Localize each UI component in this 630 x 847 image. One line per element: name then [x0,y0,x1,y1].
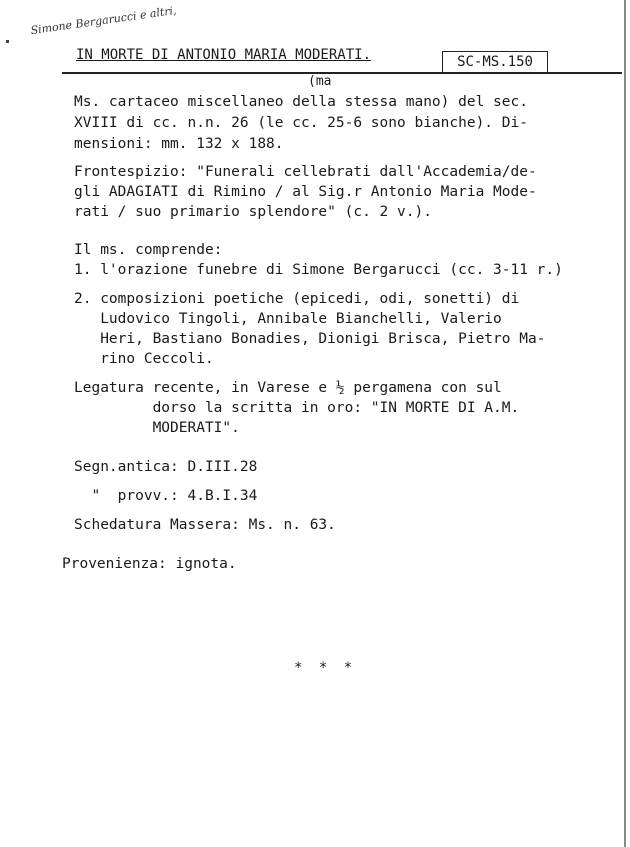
contents-item-1: 1. l'orazione funebre di Simone Bergarucci (cc. 3-11 r.) [74,262,563,278]
description-line-1: Ms. cartaceo miscellaneo della stessa mano) del sec. [74,94,528,110]
handwritten-note: Simone Bergarucci e altri, [29,3,178,38]
binding-line-3: MODERATI". [74,420,240,436]
schedatura: Schedatura Massera: Ms. n. 63. [74,517,336,533]
description-line-3: mensioni: mm. 132 x 188. [74,136,284,152]
end-mark: * * * [294,660,357,676]
contents-item-2-line-2: Ludovico Tingoli, Annibale Bianchelli, Valerio [74,311,502,327]
contents-item-2-line-3: Heri, Bastiano Bonadies, Dionigi Brisca, Pietro Ma- [74,331,546,347]
handwritten-insertion: (ma [308,74,332,89]
frontispiece-line-2: gli ADAGIATI di Rimino / al Sig.r Antonio Maria Mode- [74,184,537,200]
document-title: IN MORTE DI ANTONIO MARIA MODERATI. [76,47,372,63]
segnatura-provvisoria: " provv.: 4.B.I.34 [74,488,258,504]
contents-item-2-line-4: rino Ceccoli. [74,351,214,367]
scan-edge [624,0,626,847]
margin-mark [6,40,9,43]
frontispiece-line-3: rati / suo primario splendore" (c. 2 v.). [74,204,432,220]
binding-line-2: dorso la scritta in oro: "IN MORTE DI A.M. [74,400,520,416]
binding-line-1: Legatura recente, in Varese e ½ pergamena con sul [74,380,502,396]
segnatura-antica: Segn.antica: D.III.28 [74,459,258,475]
shelfmark-box: SC-MS.150 [442,51,548,73]
contents-intro: Il ms. comprende: [74,242,223,258]
contents-item-2-line-1: 2. composizioni poetiche (epicedi, odi, sonetti) di [74,291,520,307]
description-line-2: XVIII di cc. n.n. 26 (le cc. 25-6 sono bianche). Di- [74,115,528,131]
provenienza: Provenienza: ignota. [62,556,237,572]
frontispiece-line-1: Frontespizio: "Funerali cellebrati dall'Accademia/de- [74,164,537,180]
title-rule [62,72,622,74]
